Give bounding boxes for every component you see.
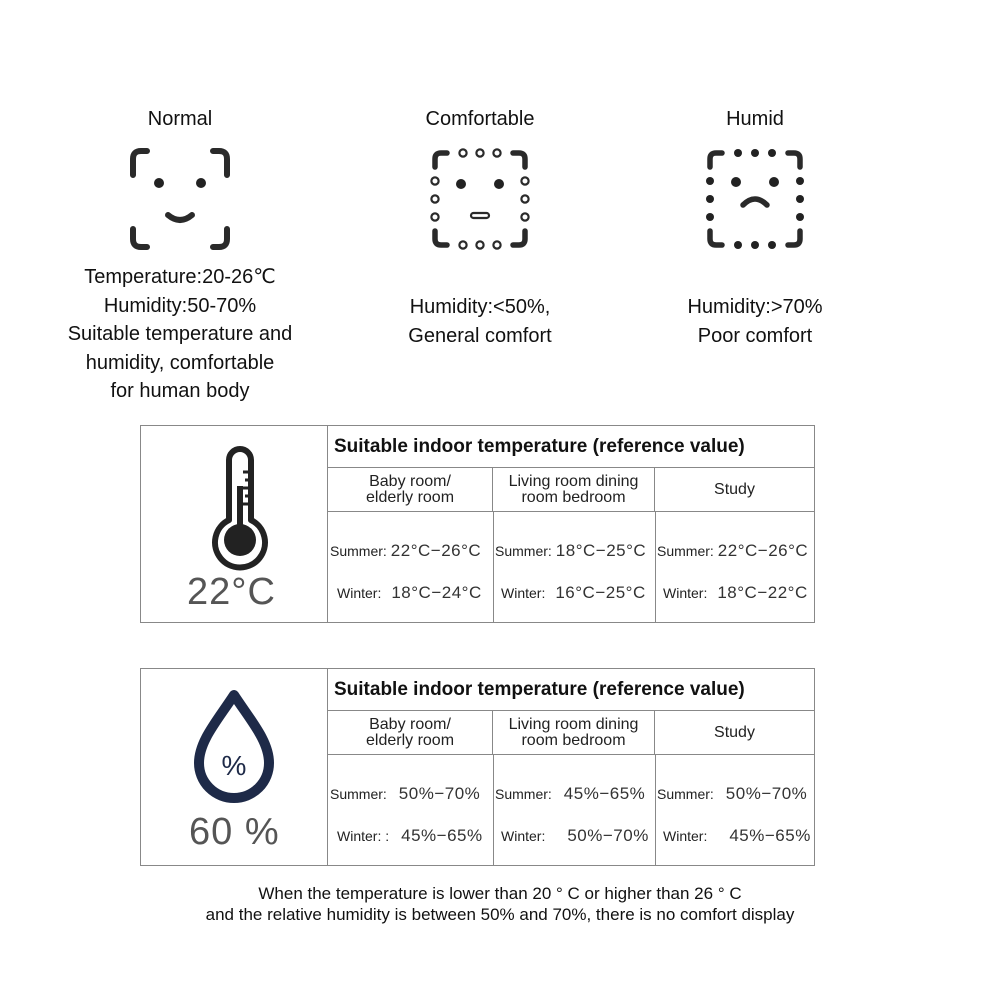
header-line: elderly room	[365, 488, 455, 506]
header-line: room bedroom	[521, 488, 626, 506]
summer-row-cell: Summer: 18°C−25°C	[495, 541, 647, 560]
normal-face-icon	[125, 145, 235, 253]
face-desc-line: humidity, comfortable	[85, 351, 275, 374]
summer-row-cell: Summer: 22°C−26°C	[330, 541, 482, 560]
thermometer-icon	[205, 446, 275, 571]
humidity-reading: 60 %	[189, 811, 280, 853]
face-desc-line: Poor comfort	[697, 324, 813, 347]
drop-percent-symbol: %	[221, 750, 247, 781]
header-line: Study	[714, 723, 755, 741]
face-desc-line: Humidity:>70%	[687, 296, 823, 318]
face-desc-line: for human body	[110, 380, 250, 402]
face-comfortable	[340, 108, 620, 350]
table-title: Suitable indoor temperature (reference value)	[328, 669, 814, 711]
header-line: Living room dining	[508, 472, 639, 490]
winter-row-cell: Winter: 45%−65%	[663, 826, 811, 845]
face-desc-line: General comfort	[408, 324, 552, 347]
header-line: Baby room/	[369, 715, 451, 733]
column-header-living-room	[493, 711, 655, 755]
header-line: Baby room/	[369, 472, 451, 490]
footer-line: and the relative humidity is between 50% and 70%, there is no comfort display	[205, 905, 795, 924]
humidity-icon-cell	[141, 669, 328, 865]
footer-line: When the temperature is lower than 20 ° C or higher than 26 ° C	[258, 884, 742, 903]
summer-row-cell: Summer: 50%−70%	[657, 784, 808, 803]
summer-row-cell: Summer: 45%−65%	[495, 784, 646, 803]
face-title: Normal	[147, 108, 213, 130]
water-drop-icon	[189, 689, 279, 804]
winter-row-cell: Winter: 50%−70%	[501, 826, 649, 845]
summer-row-cell: Summer: 50%−70%	[330, 784, 481, 803]
face-title: Comfortable	[425, 108, 535, 130]
face-desc-line: Humidity:<50%,	[409, 296, 551, 318]
column-header-baby-room	[328, 468, 493, 512]
temperature-table	[140, 425, 815, 623]
face-humid	[615, 108, 895, 350]
face-title: Humid	[726, 108, 784, 130]
column-header-baby-room	[328, 711, 493, 755]
column-header-study	[655, 711, 814, 755]
face-desc-line: Suitable temperature and	[67, 323, 293, 345]
face-normal	[40, 108, 320, 406]
face-desc-line: Humidity:50-70%	[103, 294, 257, 317]
temperature-reading: 22°C	[187, 571, 276, 613]
header-line: room bedroom	[521, 731, 626, 749]
table-title: Suitable indoor temperature (reference value)	[328, 426, 814, 468]
summer-row-cell: Summer: 22°C−26°C	[657, 541, 809, 560]
winter-row-cell: Winter: 16°C−25°C	[501, 583, 646, 602]
temperature-icon-cell	[141, 426, 328, 622]
humidity-table	[140, 668, 815, 866]
column-header-study	[655, 468, 814, 512]
footer-note	[0, 883, 1000, 925]
comfortable-face-icon	[425, 145, 535, 253]
humid-face-icon	[700, 145, 810, 253]
column-header-living-room	[493, 468, 655, 512]
winter-row-cell: Winter: 18°C−22°C	[663, 583, 808, 602]
winter-row-cell: Winter: 18°C−24°C	[337, 583, 482, 602]
header-line: Living room dining	[508, 715, 639, 733]
face-desc-line: Temperature:20-26℃	[84, 266, 276, 288]
header-line: Study	[714, 480, 755, 498]
winter-row-cell: Winter: : 45%−65%	[337, 826, 483, 845]
header-line: elderly room	[365, 731, 455, 749]
